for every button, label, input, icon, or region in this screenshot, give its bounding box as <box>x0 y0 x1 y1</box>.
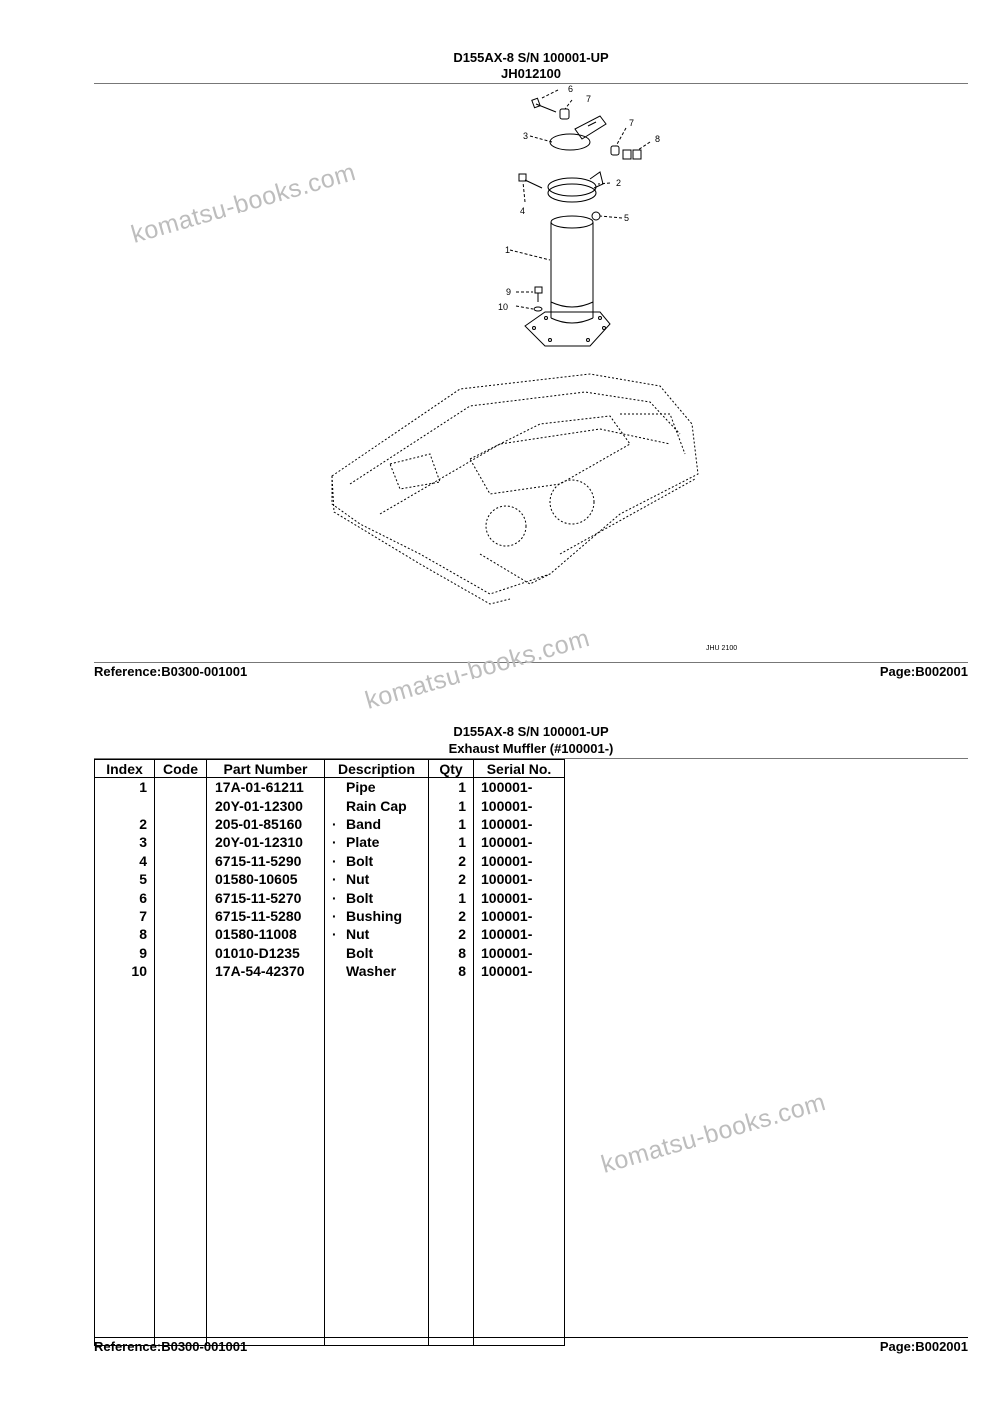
callout-2: 2 <box>616 178 622 188</box>
row-description <box>325 778 429 797</box>
row-description <box>325 815 429 833</box>
watermark-3: komatsu-books.com <box>598 1087 829 1179</box>
row-serial: 100001- <box>474 962 565 980</box>
row-description-text: Rain Cap <box>346 797 407 814</box>
exhaust-muffler-diagram <box>320 84 738 662</box>
watermark-2: komatsu-books.com <box>362 623 593 715</box>
bushing-7-drawing <box>560 109 569 119</box>
indent-dot: · <box>332 834 337 851</box>
table-row <box>95 962 565 980</box>
plate-3-drawing <box>550 116 606 150</box>
row-code <box>155 907 207 925</box>
drawing-code: JHU 2100 <box>706 645 738 652</box>
row-qty: 1 <box>429 778 474 797</box>
bolt-6-drawing <box>532 98 556 112</box>
row-description-text: Nut <box>346 926 370 943</box>
row-serial: 100001- <box>474 833 565 851</box>
col-index-header: Index <box>95 760 155 778</box>
watermark-1: komatsu-books.com <box>128 157 359 249</box>
row-code <box>155 870 207 888</box>
row-qty: 2 <box>429 852 474 870</box>
flange-drawing <box>525 312 610 346</box>
row-description-text: Bolt <box>346 944 374 961</box>
row-code <box>155 925 207 943</box>
row-description <box>325 888 429 906</box>
illustration-id: JH012100 <box>501 66 561 81</box>
row-serial: 100001- <box>474 815 565 833</box>
callout-9: 9 <box>506 287 512 297</box>
callout-3: 3 <box>523 131 529 141</box>
callout-7a: 7 <box>586 94 592 104</box>
row-description-text: Pipe <box>346 779 376 796</box>
col-serial-header: Serial No. <box>474 760 565 778</box>
row-part-number: 205-01-85160 <box>207 815 325 833</box>
row-part-number: 20Y-01-12300 <box>207 796 325 814</box>
row-index: 7 <box>95 907 155 925</box>
callout-1: 1 <box>505 245 511 255</box>
row-description-text: Washer <box>346 963 397 980</box>
row-index <box>95 796 155 814</box>
callout-4: 4 <box>520 206 526 216</box>
row-index: 5 <box>95 870 155 888</box>
row-code <box>155 852 207 870</box>
row-description <box>325 833 429 851</box>
row-index: 8 <box>95 925 155 943</box>
row-code <box>155 888 207 906</box>
band-2-drawing <box>548 172 603 202</box>
row-code <box>155 833 207 851</box>
row-part-number: 20Y-01-12310 <box>207 833 325 851</box>
row-code <box>155 815 207 833</box>
row-index: 1 <box>95 778 155 797</box>
row-qty: 2 <box>429 925 474 943</box>
row-qty: 1 <box>429 815 474 833</box>
row-part-number: 17A-54-42370 <box>207 962 325 980</box>
row-serial: 100001- <box>474 907 565 925</box>
page-model-title: D155AX-8 S/N 100001-UP <box>453 50 609 65</box>
bolt-4-drawing <box>519 174 542 188</box>
callout-8: 8 <box>655 134 661 144</box>
table-row <box>95 907 565 925</box>
page-number-1: Page:B002001 <box>879 664 968 679</box>
row-serial: 100001- <box>474 796 565 814</box>
row-qty: 1 <box>429 888 474 906</box>
row-qty: 1 <box>429 796 474 814</box>
row-part-number: 01010-D1235 <box>207 944 325 962</box>
row-code <box>155 796 207 814</box>
row-description-text: Bushing <box>346 907 402 924</box>
row-serial: 100001- <box>474 944 565 962</box>
row-index: 9 <box>95 944 155 962</box>
row-description <box>325 962 429 980</box>
table-filler-row <box>95 980 565 1346</box>
indent-dot: · <box>332 852 337 869</box>
row-index: 6 <box>95 888 155 906</box>
row-part-number: 01580-11008 <box>207 925 325 943</box>
row-index: 10 <box>95 962 155 980</box>
row-part-number: 6715-11-5290 <box>207 852 325 870</box>
col-qty-header: Qty <box>429 760 474 778</box>
table-row <box>95 870 565 888</box>
row-description-text: Bolt <box>346 852 374 869</box>
row-part-number: 17A-01-61211 <box>207 778 325 797</box>
table-row <box>95 888 565 906</box>
col-code-header: Code <box>155 760 207 778</box>
row-serial: 100001- <box>474 888 565 906</box>
reference-2: Reference:B0300-001001 <box>94 1339 248 1354</box>
callout-10: 10 <box>498 302 509 312</box>
table-row <box>95 796 565 814</box>
row-index: 4 <box>95 852 155 870</box>
row-part-number: 01580-10605 <box>207 870 325 888</box>
row-index: 3 <box>95 833 155 851</box>
table-row <box>95 852 565 870</box>
pipe-1-drawing <box>551 216 593 323</box>
row-description-text: Bolt <box>346 889 374 906</box>
table-row <box>95 944 565 962</box>
table-row <box>95 925 565 943</box>
row-serial: 100001- <box>474 852 565 870</box>
row-part-number: 6715-11-5270 <box>207 888 325 906</box>
table-row <box>95 778 565 797</box>
row-description <box>325 870 429 888</box>
nut-5-drawing <box>592 212 600 220</box>
row-description <box>325 907 429 925</box>
row-qty: 8 <box>429 944 474 962</box>
callout-6: 6 <box>568 84 574 94</box>
page-number-2: Page:B002001 <box>879 1339 968 1354</box>
row-qty: 2 <box>429 870 474 888</box>
reference-1: Reference:B0300-001001 <box>94 664 248 679</box>
callout-7b: 7 <box>629 118 635 128</box>
row-index: 2 <box>95 815 155 833</box>
indent-dot: · <box>332 871 337 888</box>
indent-dot: · <box>332 889 337 906</box>
bushing-nut-right-drawing <box>611 146 641 159</box>
row-serial: 100001- <box>474 925 565 943</box>
callout-5: 5 <box>624 213 630 223</box>
row-description-text: Nut <box>346 871 370 888</box>
table-row <box>95 815 565 833</box>
row-serial: 100001- <box>474 870 565 888</box>
indent-dot: · <box>332 815 337 832</box>
col-part-number-header: Part Number <box>207 760 325 778</box>
row-description <box>325 944 429 962</box>
parts-table <box>94 759 565 1346</box>
table-header-row <box>95 760 565 778</box>
table-row <box>95 833 565 851</box>
machine-frame-drawing <box>332 374 698 604</box>
row-description-text: Band <box>346 815 381 832</box>
indent-dot: · <box>332 907 337 924</box>
footer-rule-2 <box>94 1337 968 1338</box>
row-description <box>325 796 429 814</box>
row-qty: 1 <box>429 833 474 851</box>
bolt-9-washer-10-drawing <box>534 287 542 311</box>
row-description <box>325 925 429 943</box>
row-qty: 2 <box>429 907 474 925</box>
row-code <box>155 944 207 962</box>
row-qty: 8 <box>429 962 474 980</box>
col-description-header: Description <box>325 760 429 778</box>
row-code <box>155 778 207 797</box>
indent-dot: · <box>332 926 337 943</box>
parts-model-title: D155AX-8 S/N 100001-UP <box>453 724 609 739</box>
row-code <box>155 962 207 980</box>
callout-labels <box>498 84 737 652</box>
row-serial: 100001- <box>474 778 565 797</box>
row-description-text: Plate <box>346 834 380 851</box>
row-description <box>325 852 429 870</box>
section-title: Exhaust Muffler (#100001-) <box>448 741 614 756</box>
row-part-number: 6715-11-5280 <box>207 907 325 925</box>
